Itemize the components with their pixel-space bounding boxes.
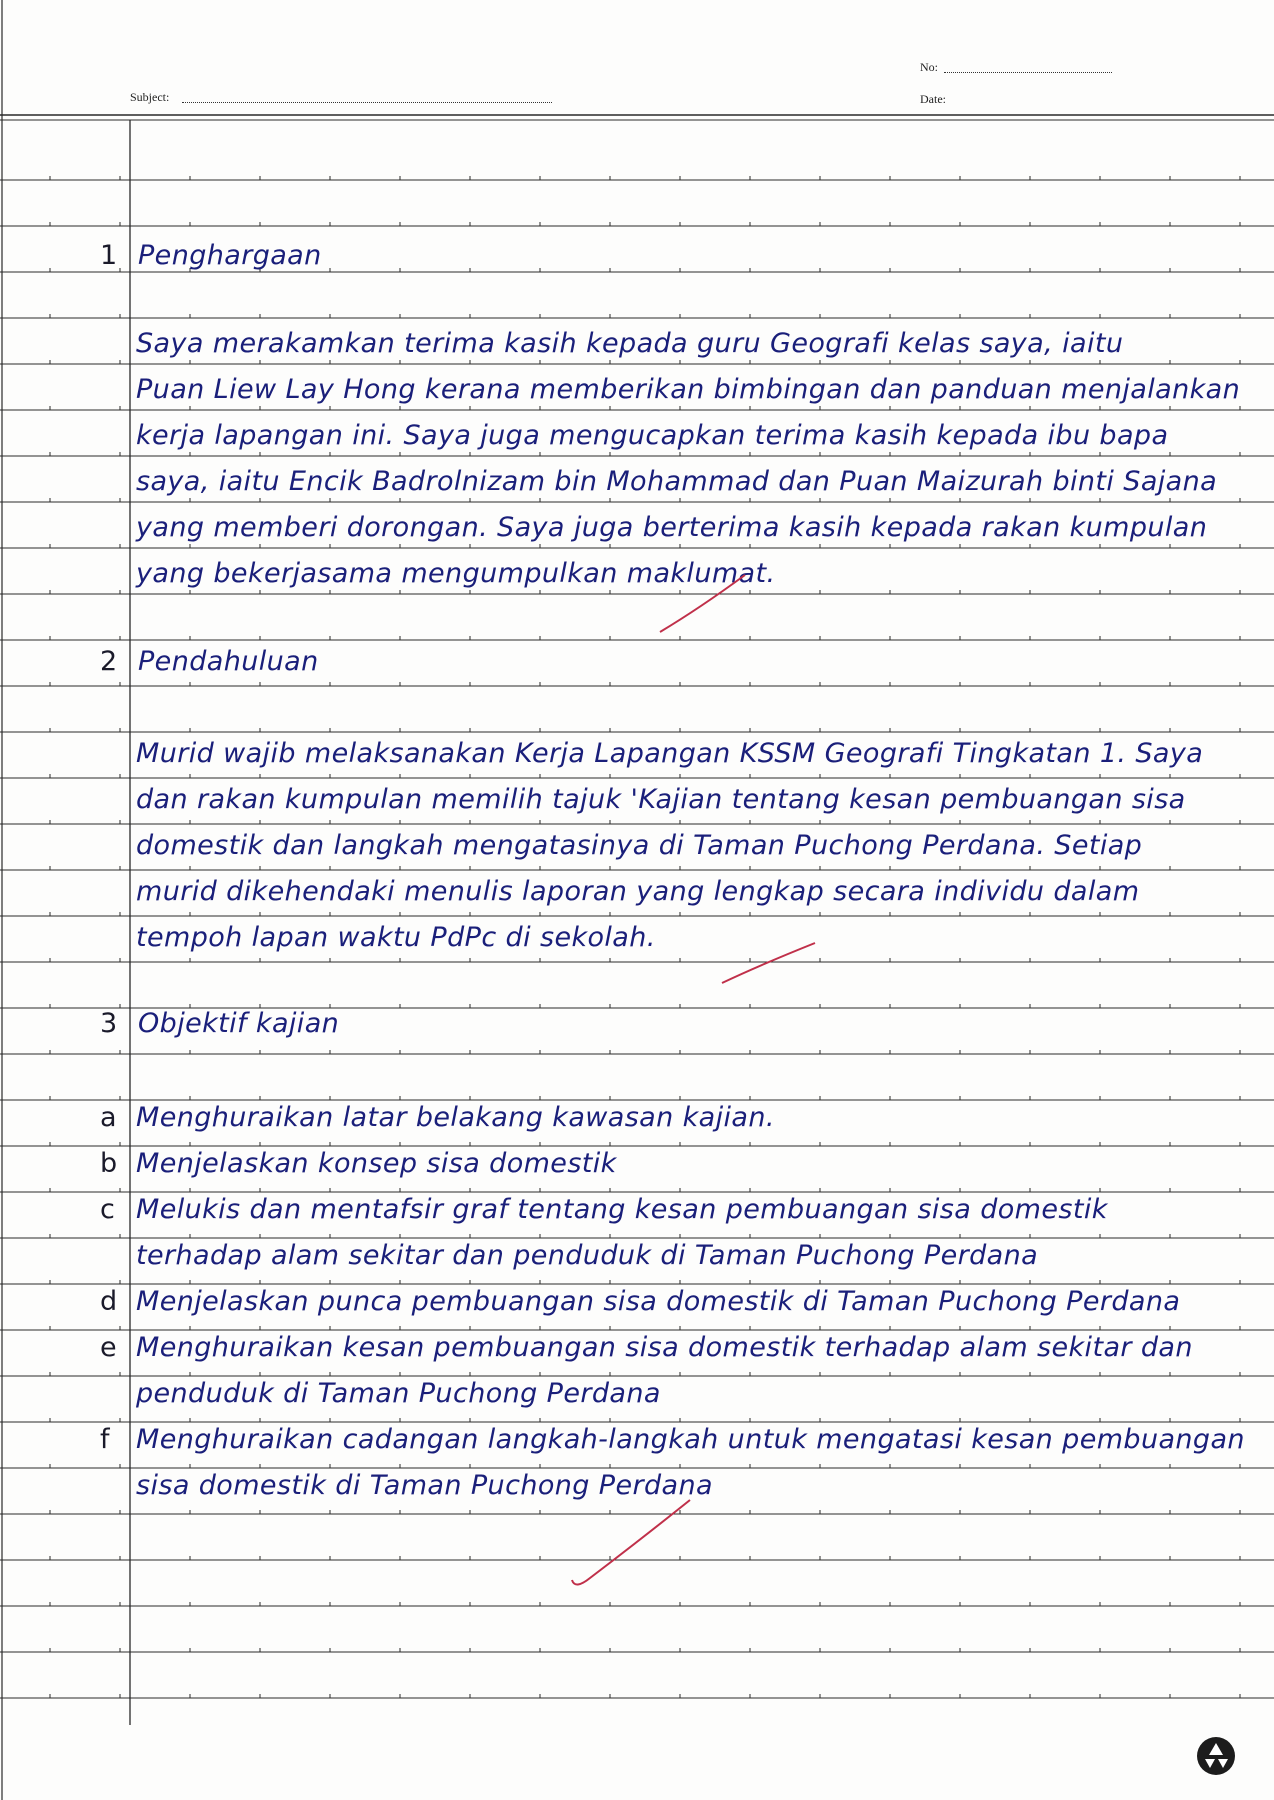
objective-line: Melukis dan mentafsir graf tentang kesan pembuangan sisa domestik xyxy=(136,1194,1108,1225)
paragraph-line: saya, iaitu Encik Badrolnizam bin Mohammad dan Puan Maizurah binti Sajana xyxy=(136,466,1218,497)
subject-label: Subject: xyxy=(130,90,170,104)
paragraph-line: tempoh lapan waktu PdPc di sekolah. xyxy=(136,922,656,953)
objective-line: sisa domestik di Taman Puchong Perdana xyxy=(136,1470,713,1501)
section-heading: Objektif kajian xyxy=(138,1008,340,1039)
paragraph-line: Puan Liew Lay Hong kerana memberikan bimbingan dan panduan menjalankan xyxy=(136,374,1241,405)
section-heading: Pendahuluan xyxy=(138,646,319,677)
objective-letter: a xyxy=(100,1102,117,1133)
paragraph-line: Saya merakamkan terima kasih kepada guru Geografi kelas saya, iaitu xyxy=(136,328,1124,359)
recycle-icon xyxy=(1195,1735,1237,1777)
paragraph-line: Murid wajib melaksanakan Kerja Lapangan KSSM Geografi Tingkatan 1. Saya xyxy=(136,738,1204,769)
date-label: Date: xyxy=(920,92,946,106)
number-label: No: xyxy=(920,60,938,74)
section-number: 1 xyxy=(100,240,118,271)
objective-letter: c xyxy=(100,1194,116,1225)
paragraph-line: murid dikehendaki menulis laporan yang lengkap secara individu dalam xyxy=(136,876,1140,907)
objective-line: Menghuraikan cadangan langkah-langkah untuk mengatasi kesan pembuangan xyxy=(136,1424,1245,1455)
objective-line: penduduk di Taman Puchong Perdana xyxy=(136,1378,661,1409)
objective-letter: e xyxy=(100,1332,118,1363)
section-number: 2 xyxy=(100,646,118,677)
objective-letter: d xyxy=(100,1286,118,1317)
paragraph-line: domestik dan langkah mengatasinya di Taman Puchong Perdana. Setiap xyxy=(136,830,1143,861)
objective-line: Menjelaskan konsep sisa domestik xyxy=(136,1148,617,1179)
paragraph-line: yang bekerjasama mengumpulkan maklumat. xyxy=(136,558,776,589)
checkmark-icon xyxy=(660,575,745,632)
paragraph-line: dan rakan kumpulan memilih tajuk 'Kajian tentang kesan pembuangan sisa xyxy=(136,784,1186,815)
paragraph-line: yang memberi dorongan. Saya juga berterima kasih kepada rakan kumpulan xyxy=(136,512,1208,543)
section-heading: Penghargaan xyxy=(138,240,322,271)
section-number: 3 xyxy=(100,1008,118,1039)
objective-line: terhadap alam sekitar dan penduduk di Taman Puchong Perdana xyxy=(136,1240,1039,1271)
paragraph-line: kerja lapangan ini. Saya juga mengucapkan terima kasih kepada ibu bapa xyxy=(136,420,1169,451)
checkmark-icon xyxy=(572,1500,690,1585)
checkmark-icon xyxy=(722,943,815,983)
objective-line: Menghuraikan kesan pembuangan sisa domestik terhadap alam sekitar dan xyxy=(136,1332,1193,1363)
objective-line: Menjelaskan punca pembuangan sisa domestik di Taman Puchong Perdana xyxy=(136,1286,1181,1317)
objective-line: Menghuraikan latar belakang kawasan kajian. xyxy=(136,1102,775,1133)
objective-letter: f xyxy=(100,1424,110,1455)
objective-letter: b xyxy=(100,1148,118,1179)
